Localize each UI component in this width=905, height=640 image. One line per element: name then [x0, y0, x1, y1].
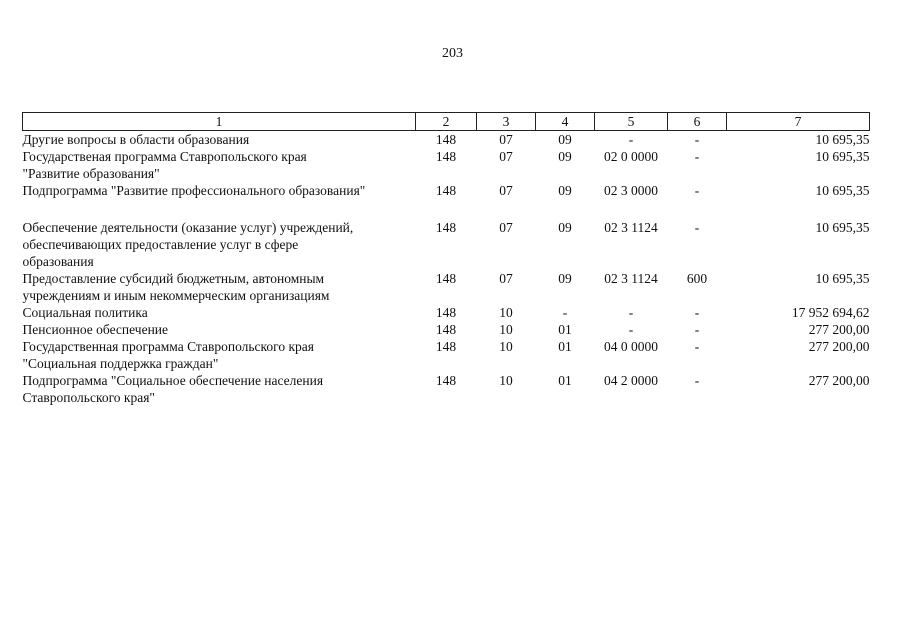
cell-c7: 277 200,00: [808, 339, 870, 354]
row-name: [23, 372, 416, 406]
cell-c6: -: [694, 183, 700, 198]
cell-c5: 02 3 1124: [604, 271, 658, 286]
table-body: [23, 131, 870, 407]
row-name-line: Государственная программа Ставропольского края: [22, 339, 314, 354]
cell-c2: 148: [435, 183, 457, 198]
cell-c5: 02 0 0000: [604, 149, 658, 164]
row-name-line: обеспечивающих предоставление услуг в сфере: [22, 237, 299, 252]
cell-c4: 09: [558, 132, 572, 147]
cell-c2: 148: [435, 220, 457, 235]
cell-c2: 148: [435, 271, 457, 286]
row-name: [23, 148, 416, 182]
row-name-line: Подпрограмма "Развитие профессионального образования": [22, 183, 366, 198]
cell-c5: 02 3 0000: [604, 183, 658, 198]
cell-c5: 04 2 0000: [604, 373, 658, 388]
budget-table: [22, 112, 870, 406]
table-row: [23, 321, 870, 338]
row-spacer-cell: [23, 199, 870, 219]
table-row: [23, 338, 870, 372]
cell-c3: 07: [499, 220, 513, 235]
row-name: [23, 338, 416, 372]
cell-c6: -: [694, 322, 700, 337]
column-header-7: 7: [727, 113, 870, 131]
cell-c6: 600: [686, 271, 708, 286]
cell-c4: 01: [558, 373, 572, 388]
column-header-1: 1: [23, 113, 416, 131]
cell-c7: 277 200,00: [808, 322, 870, 337]
row-name: [23, 321, 416, 338]
cell-c5: 02 3 1124: [604, 220, 658, 235]
row-name: [23, 304, 416, 321]
cell-c5: -: [628, 305, 634, 320]
row-name-line: Подпрограмма "Социальное обеспечение населения: [22, 373, 324, 388]
cell-c6: -: [694, 339, 700, 354]
cell-c7: 17 952 694,62: [791, 305, 870, 320]
row-name-line: образования: [22, 254, 94, 269]
cell-c3: 10: [499, 373, 513, 388]
cell-c5: -: [628, 322, 634, 337]
cell-c7: 10 695,35: [815, 132, 870, 147]
column-header-2: 2: [416, 113, 477, 131]
row-name-line: "Социальная поддержка граждан": [22, 356, 219, 371]
row-name-line: учреждениям и иным некоммерческим организациям: [22, 288, 330, 303]
table-row: [23, 372, 870, 406]
table-row: [23, 131, 870, 149]
cell-c7: 10 695,35: [815, 149, 870, 164]
cell-c3: 07: [499, 132, 513, 147]
cell-c6: -: [694, 305, 700, 320]
cell-c3: 10: [499, 305, 513, 320]
cell-c5: -: [628, 132, 634, 147]
cell-c6: -: [694, 132, 700, 147]
row-name-line: Предоставление субсидий бюджетным, автономным: [22, 271, 325, 286]
cell-c3: 10: [499, 322, 513, 337]
cell-c7: 277 200,00: [808, 373, 870, 388]
table-row: [23, 219, 870, 270]
row-name: [23, 182, 416, 199]
cell-c5: 04 0 0000: [604, 339, 658, 354]
row-name-line: Пенсионное обеспечение: [22, 322, 169, 337]
cell-c2: 148: [435, 322, 457, 337]
cell-c2: 148: [435, 305, 457, 320]
table-row: [23, 182, 870, 199]
cell-c3: 07: [499, 149, 513, 164]
cell-c7: 10 695,35: [815, 220, 870, 235]
cell-c3: 07: [499, 271, 513, 286]
column-header-5: 5: [595, 113, 668, 131]
row-name-line: Государственая программа Ставропольского края: [22, 149, 307, 164]
cell-c6: -: [694, 373, 700, 388]
cell-c4: 01: [558, 322, 572, 337]
cell-c2: 148: [435, 339, 457, 354]
page-number: 203: [442, 46, 463, 61]
row-spacer: [23, 199, 870, 219]
column-header-4: 4: [536, 113, 595, 131]
cell-c4: 09: [558, 149, 572, 164]
row-name: [23, 270, 416, 304]
column-header-3: 3: [477, 113, 536, 131]
column-header-6: 6: [668, 113, 727, 131]
table-row: [23, 148, 870, 182]
row-name-line: Ставропольского края": [22, 390, 155, 405]
table-header-row: [23, 113, 870, 131]
row-name-line: Другие вопросы в области образования: [22, 132, 250, 147]
cell-c2: 148: [435, 149, 457, 164]
cell-c4: 09: [558, 271, 572, 286]
table-row: [23, 270, 870, 304]
row-name-line: Обеспечение деятельности (оказание услуг) учреждений,: [22, 220, 354, 235]
row-name-line: Социальная политика: [22, 305, 148, 320]
cell-c7: 10 695,35: [815, 183, 870, 198]
row-name-line: "Развитие образования": [22, 166, 160, 181]
cell-c4: 01: [558, 339, 572, 354]
cell-c6: -: [694, 220, 700, 235]
row-name: [23, 131, 416, 149]
cell-c3: 07: [499, 183, 513, 198]
cell-c4: 09: [558, 220, 572, 235]
cell-c4: 09: [558, 183, 572, 198]
cell-c7: 10 695,35: [815, 271, 870, 286]
cell-c6: -: [694, 149, 700, 164]
cell-c4: -: [562, 305, 568, 320]
cell-c2: 148: [435, 373, 457, 388]
cell-c3: 10: [499, 339, 513, 354]
cell-c2: 148: [435, 132, 457, 147]
table-row: [23, 304, 870, 321]
row-name: [23, 219, 416, 270]
